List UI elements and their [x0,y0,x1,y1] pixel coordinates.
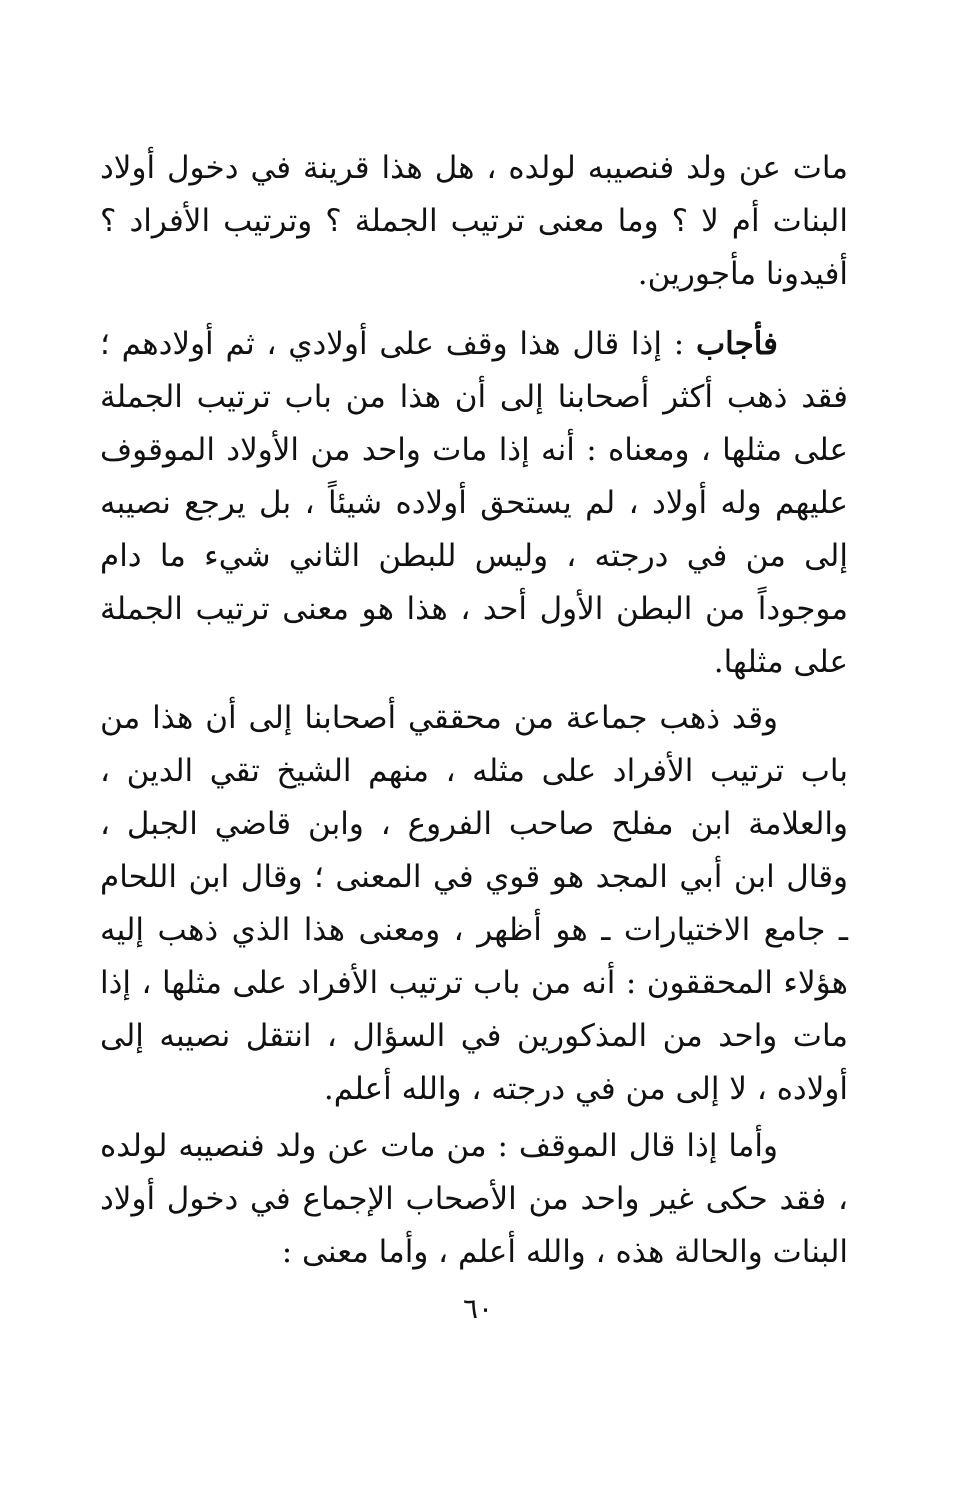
paragraph-text: مات عن ولد فنصيبه لولده ، هل هذا قرينة في دخول أولاد البنات أم لا ؟ وما معنى ترتيب الجملة ؟ وترتيب الأفراد ؟ أفيدونا مأجورين. [100,150,848,292]
paragraph-text: : إذا قال هذا وقف على أولادي ، ثم أولادهم ؛ فقد ذهب أكثر أصحابنا إلى أن هذا من باب ترتيب الجملة على مثلها ، ومعناه : أنه إذا مات واحد من الأولاد الموقوف عليهم وله أولاد ، لم يستحق أولاده شيئاً ، بل يرجع نصيبه إلى من في درجته ، وليس للبطن الثاني شيء ما دام موجوداً من البطن الأول أحد ، هذا هو معنى ترتيب الجملة على مثلها. [100,326,848,680]
answer-lead-word: فأجاب [695,326,778,362]
paragraph-conclusion [100,1120,848,1279]
paragraph-text: وأما إذا قال الموقف : من مات عن ولد فنصيبه لولده ، فقد حكى غير واحد من الأصحاب الإجماع في دخول أولاد البنات والحالة هذه ، والله أعلم ، وأما معنى : [100,1128,848,1270]
paragraph-text: وقد ذهب جماعة من محققي أصحابنا إلى أن هذا من باب ترتيب الأفراد على مثله ، منهم الشيخ تقي الدين ، والعلامة ابن مفلح صاحب الفروع ، وابن قاضي الجبل ، وقال ابن أبي المجد هو قوي في المعنى ؛ وقال ابن اللحام ـ جامع الاختيارات ـ هو أظهر ، ومعنى هذا الذي ذهب إليه هؤلاء المحققون : أنه من باب ترتيب الأفراد على مثلها ، إذا مات واحد من المذكورين في السؤال ، انتقل نصيبه إلى أولاده ، لا إلى من في درجته ، والله أعلم. [100,700,848,1107]
paragraph-question-end [100,142,848,301]
paragraph-scholars-opinion [100,692,848,1116]
page-number: ٦٠ [462,1292,494,1325]
paragraph-answer [100,318,848,689]
